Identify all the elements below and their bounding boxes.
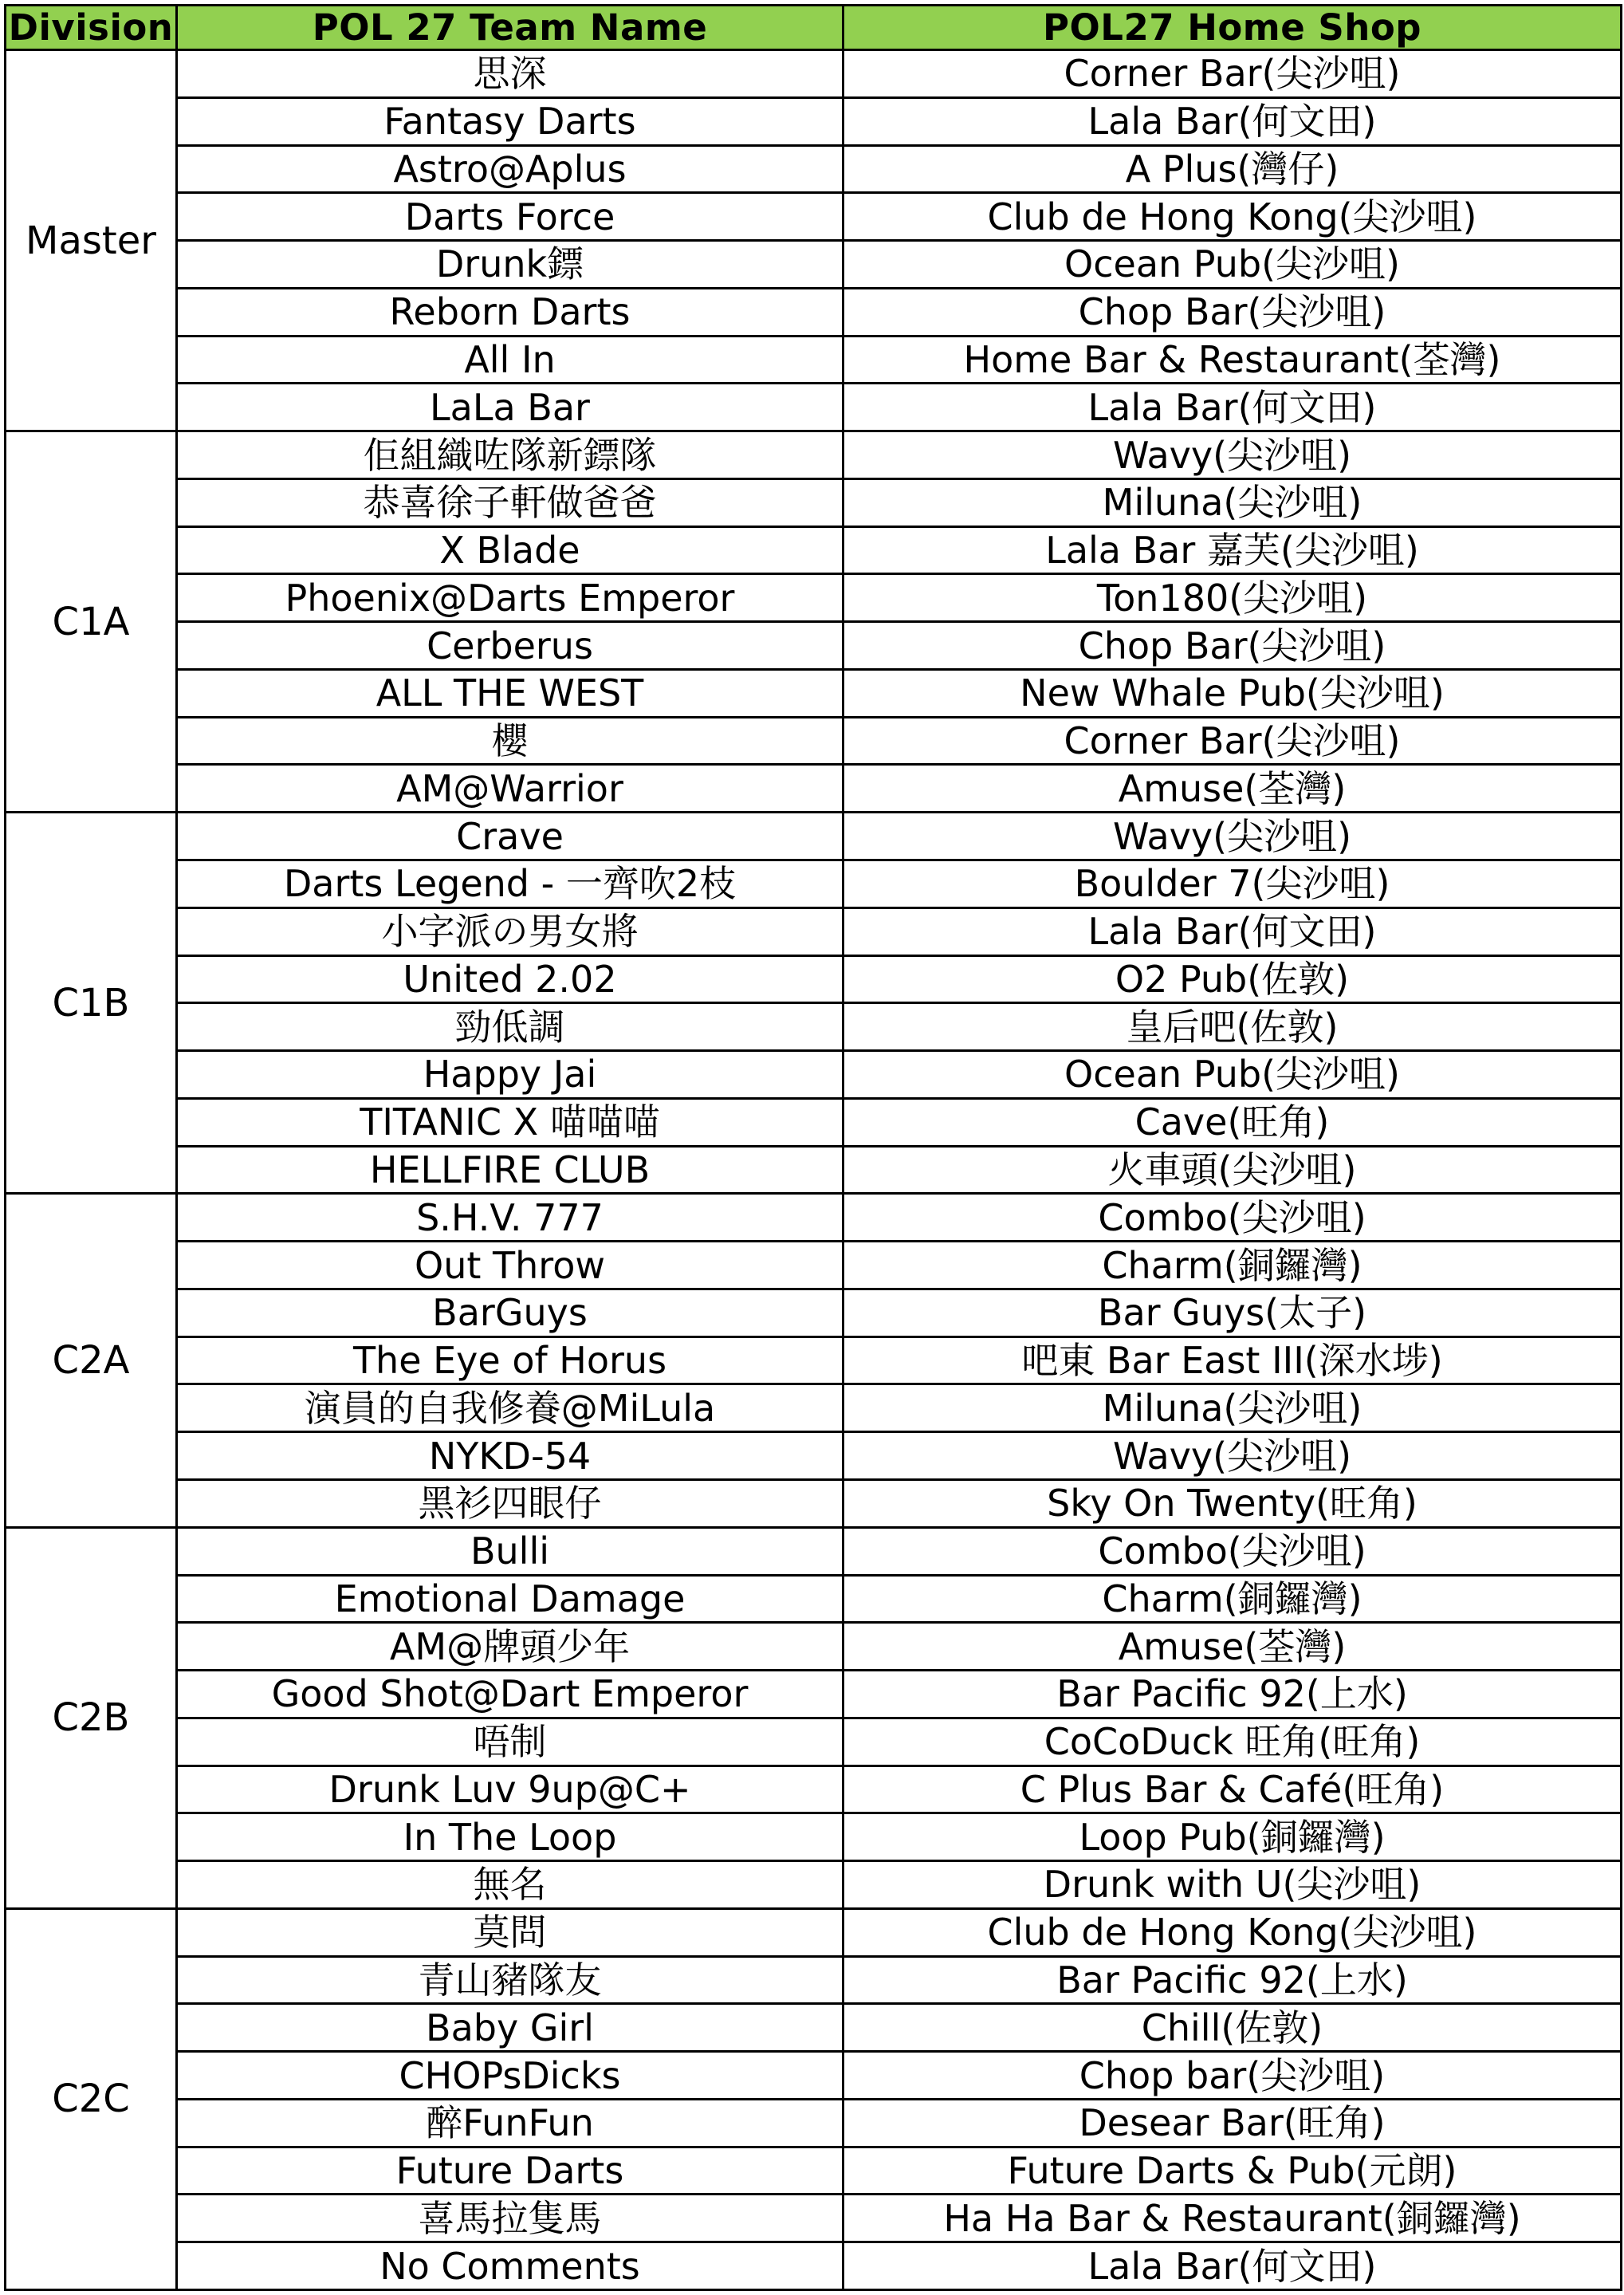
- table-row: [6, 1527, 1622, 1575]
- team-name-cell: 櫻: [177, 717, 843, 765]
- home-shop-cell: 火車頭(尖沙咀): [843, 1146, 1622, 1194]
- team-name-cell: 醉FunFun: [177, 2099, 843, 2147]
- team-name-cell: No Comments: [177, 2242, 843, 2290]
- team-name-cell: S.H.V. 777: [177, 1194, 843, 1242]
- table-row: [6, 431, 1622, 479]
- team-name-cell: Drunk Luv 9up@C+: [177, 1766, 843, 1813]
- home-shop-cell: Wavy(尖沙咀): [843, 813, 1622, 860]
- home-shop-cell: Future Darts & Pub(元朗): [843, 2147, 1622, 2195]
- team-name-cell: Phoenix@Darts Emperor: [177, 574, 843, 622]
- home-shop-cell: Cave(旺角): [843, 1098, 1622, 1146]
- home-shop-cell: Boulder 7(尖沙咀): [843, 860, 1622, 908]
- home-shop-cell: Chop Bar(尖沙咀): [843, 288, 1622, 336]
- table-row: [6, 813, 1622, 860]
- table-row: [6, 1384, 1622, 1432]
- home-shop-cell: Corner Bar(尖沙咀): [843, 50, 1622, 98]
- division-team-table: [4, 4, 1622, 2291]
- team-name-cell: Astro@Aplus: [177, 145, 843, 193]
- team-name-cell: X Blade: [177, 526, 843, 574]
- team-name-cell: AM@牌頭少年: [177, 1623, 843, 1671]
- table-row: [6, 193, 1622, 241]
- table-body: [6, 50, 1622, 2290]
- table-row: [6, 2004, 1622, 2052]
- table-row: [6, 717, 1622, 765]
- home-shop-cell: Bar Guys(太子): [843, 1289, 1622, 1336]
- table-row: [6, 526, 1622, 574]
- team-name-cell: AM@Warrior: [177, 765, 843, 813]
- home-shop-cell: Bar Pacific 92(上水): [843, 1671, 1622, 1718]
- home-shop-cell: Miluna(尖沙咀): [843, 478, 1622, 526]
- home-shop-cell: Loop Pub(銅鑼灣): [843, 1813, 1622, 1861]
- table-row: [6, 1861, 1622, 1909]
- division-column-header: Division: [6, 6, 177, 50]
- home-shop-cell: Amuse(荃灣): [843, 765, 1622, 813]
- team-name-cell: LaLa Bar: [177, 384, 843, 431]
- home-shop-column-header: POL27 Home Shop: [843, 6, 1622, 50]
- home-shop-cell: Bar Pacific 92(上水): [843, 1956, 1622, 2004]
- team-name-cell: 黑衫四眼仔: [177, 1479, 843, 1527]
- table-row: [6, 50, 1622, 98]
- division-cell: C1B: [6, 813, 177, 1194]
- table-row: [6, 336, 1622, 384]
- home-shop-cell: Lala Bar 嘉芙(尖沙咀): [843, 526, 1622, 574]
- table-row: [6, 669, 1622, 717]
- team-name-cell: 小字派の男女將: [177, 907, 843, 955]
- table-row: [6, 2242, 1622, 2290]
- team-name-cell: Darts Force: [177, 193, 843, 241]
- team-name-cell: 青山豬隊友: [177, 1956, 843, 2004]
- home-shop-cell: Corner Bar(尖沙咀): [843, 717, 1622, 765]
- team-name-cell: In The Loop: [177, 1813, 843, 1861]
- home-shop-cell: New Whale Pub(尖沙咀): [843, 669, 1622, 717]
- team-name-cell: Emotional Damage: [177, 1575, 843, 1623]
- home-shop-cell: Drunk with U(尖沙咀): [843, 1861, 1622, 1909]
- home-shop-cell: Desear Bar(旺角): [843, 2099, 1622, 2147]
- team-name-cell: 唔制: [177, 1718, 843, 1766]
- table-row: [6, 145, 1622, 193]
- table-row: [6, 1432, 1622, 1480]
- table-row: [6, 384, 1622, 431]
- table-row: [6, 1098, 1622, 1146]
- team-name-cell: ALL THE WEST: [177, 669, 843, 717]
- home-shop-cell: Sky On Twenty(旺角): [843, 1479, 1622, 1527]
- home-shop-cell: Miluna(尖沙咀): [843, 1384, 1622, 1432]
- table-row: [6, 2052, 1622, 2100]
- table-header: [6, 6, 1622, 50]
- team-name-column-header: POL 27 Team Name: [177, 6, 843, 50]
- team-name-cell: Fantasy Darts: [177, 97, 843, 145]
- table-row: [6, 2147, 1622, 2195]
- team-name-cell: Baby Girl: [177, 2004, 843, 2052]
- home-shop-cell: Lala Bar(何文田): [843, 384, 1622, 431]
- home-shop-cell: Lala Bar(何文田): [843, 97, 1622, 145]
- home-shop-cell: Chop bar(尖沙咀): [843, 2052, 1622, 2100]
- home-shop-cell: Ocean Pub(尖沙咀): [843, 241, 1622, 289]
- team-name-cell: 佢組織咗隊新鏢隊: [177, 431, 843, 479]
- table-row: [6, 1575, 1622, 1623]
- table-row: [6, 2195, 1622, 2242]
- table-row: [6, 2099, 1622, 2147]
- table-row: [6, 765, 1622, 813]
- home-shop-cell: Charm(銅鑼灣): [843, 1242, 1622, 1289]
- home-shop-cell: CoCoDuck 旺角(旺角): [843, 1718, 1622, 1766]
- team-name-cell: TITANIC X 喵喵喵: [177, 1098, 843, 1146]
- team-name-cell: Happy Jai: [177, 1051, 843, 1099]
- team-name-cell: 莫問: [177, 1908, 843, 1956]
- table-row: [6, 622, 1622, 670]
- team-name-cell: Reborn Darts: [177, 288, 843, 336]
- home-shop-cell: Club de Hong Kong(尖沙咀): [843, 193, 1622, 241]
- home-shop-cell: 吧東 Bar East III(深水埗): [843, 1336, 1622, 1384]
- table-row: [6, 1146, 1622, 1194]
- header-row: [6, 6, 1622, 50]
- table-row: [6, 1813, 1622, 1861]
- home-shop-cell: Combo(尖沙咀): [843, 1527, 1622, 1575]
- division-cell: C2A: [6, 1194, 177, 1527]
- team-name-cell: Good Shot@Dart Emperor: [177, 1671, 843, 1718]
- home-shop-cell: Wavy(尖沙咀): [843, 431, 1622, 479]
- team-name-cell: Darts Legend - 一齊吹2枝: [177, 860, 843, 908]
- team-name-cell: 恭喜徐子軒做爸爸: [177, 478, 843, 526]
- home-shop-cell: O2 Pub(佐敦): [843, 955, 1622, 1003]
- table-row: [6, 1051, 1622, 1099]
- team-name-cell: 演員的自我修養@MiLula: [177, 1384, 843, 1432]
- table-row: [6, 1718, 1622, 1766]
- team-name-cell: Bulli: [177, 1527, 843, 1575]
- team-name-cell: All In: [177, 336, 843, 384]
- table-row: [6, 1336, 1622, 1384]
- home-shop-cell: Charm(銅鑼灣): [843, 1575, 1622, 1623]
- home-shop-cell: Ocean Pub(尖沙咀): [843, 1051, 1622, 1099]
- table-row: [6, 1003, 1622, 1051]
- division-cell: Master: [6, 50, 177, 431]
- home-shop-cell: Chop Bar(尖沙咀): [843, 622, 1622, 670]
- home-shop-cell: Home Bar & Restaurant(荃灣): [843, 336, 1622, 384]
- division-cell: C2C: [6, 1908, 177, 2289]
- table-row: [6, 860, 1622, 908]
- team-name-cell: Out Throw: [177, 1242, 843, 1289]
- team-name-cell: BarGuys: [177, 1289, 843, 1336]
- team-name-cell: 無名: [177, 1861, 843, 1909]
- team-name-cell: The Eye of Horus: [177, 1336, 843, 1384]
- team-name-cell: Cerberus: [177, 622, 843, 670]
- home-shop-cell: Combo(尖沙咀): [843, 1194, 1622, 1242]
- table-row: [6, 1766, 1622, 1813]
- table-row: [6, 1908, 1622, 1956]
- home-shop-cell: Amuse(荃灣): [843, 1623, 1622, 1671]
- division-cell: C1A: [6, 431, 177, 813]
- home-shop-cell: Chill(佐敦): [843, 2004, 1622, 2052]
- table-row: [6, 97, 1622, 145]
- table-row: [6, 1194, 1622, 1242]
- table-row: [6, 955, 1622, 1003]
- team-name-cell: Future Darts: [177, 2147, 843, 2195]
- table-row: [6, 1479, 1622, 1527]
- home-shop-cell: Ha Ha Bar & Restaurant(銅鑼灣): [843, 2195, 1622, 2242]
- table-row: [6, 1956, 1622, 2004]
- home-shop-cell: Lala Bar(何文田): [843, 907, 1622, 955]
- home-shop-cell: Club de Hong Kong(尖沙咀): [843, 1908, 1622, 1956]
- team-name-cell: 思深: [177, 50, 843, 98]
- team-name-cell: HELLFIRE CLUB: [177, 1146, 843, 1194]
- home-shop-cell: Ton180(尖沙咀): [843, 574, 1622, 622]
- team-name-cell: CHOPsDicks: [177, 2052, 843, 2100]
- table-row: [6, 241, 1622, 289]
- table-row: [6, 1289, 1622, 1336]
- table-row: [6, 1671, 1622, 1718]
- table-row: [6, 288, 1622, 336]
- home-shop-cell: Wavy(尖沙咀): [843, 1432, 1622, 1480]
- home-shop-cell: C Plus Bar & Café(旺角): [843, 1766, 1622, 1813]
- table-row: [6, 907, 1622, 955]
- team-name-cell: 喜馬拉隻馬: [177, 2195, 843, 2242]
- division-cell: C2B: [6, 1527, 177, 1908]
- team-name-cell: United 2.02: [177, 955, 843, 1003]
- table-row: [6, 574, 1622, 622]
- team-name-cell: 勁低調: [177, 1003, 843, 1051]
- home-shop-cell: 皇后吧(佐敦): [843, 1003, 1622, 1051]
- team-name-cell: Drunk鏢: [177, 241, 843, 289]
- team-name-cell: NYKD-54: [177, 1432, 843, 1480]
- table-row: [6, 1242, 1622, 1289]
- team-name-cell: Crave: [177, 813, 843, 860]
- table-row: [6, 1623, 1622, 1671]
- table-row: [6, 478, 1622, 526]
- home-shop-cell: A Plus(灣仔): [843, 145, 1622, 193]
- home-shop-cell: Lala Bar(何文田): [843, 2242, 1622, 2290]
